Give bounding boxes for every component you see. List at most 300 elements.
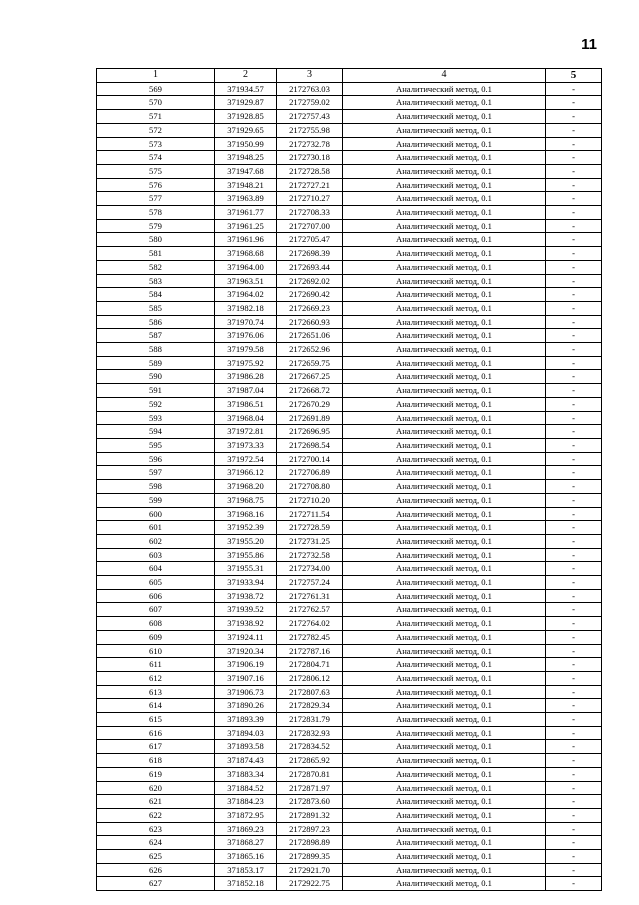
table-row bbox=[97, 644, 602, 658]
cell-point-number: 572 bbox=[97, 123, 215, 137]
table-row bbox=[97, 288, 602, 302]
cell-point-number: 596 bbox=[97, 452, 215, 466]
cell-note: - bbox=[546, 836, 602, 850]
cell-point-number: 624 bbox=[97, 836, 215, 850]
table-row bbox=[97, 713, 602, 727]
table-row bbox=[97, 630, 602, 644]
cell-y-coordinate: 2172727.21 bbox=[277, 178, 343, 192]
cell-point-number: 579 bbox=[97, 219, 215, 233]
cell-note: - bbox=[546, 397, 602, 411]
cell-x-coordinate: 371973.33 bbox=[215, 438, 277, 452]
cell-method: Аналитический метод, 0.1 bbox=[343, 370, 546, 384]
table-row bbox=[97, 863, 602, 877]
cell-point-number: 574 bbox=[97, 151, 215, 165]
cell-x-coordinate: 371865.16 bbox=[215, 850, 277, 864]
cell-x-coordinate: 371929.87 bbox=[215, 96, 277, 110]
cell-x-coordinate: 371853.17 bbox=[215, 863, 277, 877]
table-row bbox=[97, 808, 602, 822]
cell-y-coordinate: 2172834.52 bbox=[277, 740, 343, 754]
cell-x-coordinate: 371955.20 bbox=[215, 534, 277, 548]
cell-note: - bbox=[546, 438, 602, 452]
table-row bbox=[97, 822, 602, 836]
cell-note: - bbox=[546, 411, 602, 425]
table-row bbox=[97, 343, 602, 357]
cell-note: - bbox=[546, 767, 602, 781]
cell-point-number: 589 bbox=[97, 356, 215, 370]
cell-x-coordinate: 371938.72 bbox=[215, 589, 277, 603]
cell-method: Аналитический метод, 0.1 bbox=[343, 808, 546, 822]
cell-method: Аналитический метод, 0.1 bbox=[343, 137, 546, 151]
table-row bbox=[97, 740, 602, 754]
cell-method: Аналитический метод, 0.1 bbox=[343, 644, 546, 658]
cell-method: Аналитический метод, 0.1 bbox=[343, 493, 546, 507]
cell-y-coordinate: 2172782.45 bbox=[277, 630, 343, 644]
cell-method: Аналитический метод, 0.1 bbox=[343, 164, 546, 178]
cell-point-number: 593 bbox=[97, 411, 215, 425]
cell-note: - bbox=[546, 726, 602, 740]
cell-note: - bbox=[546, 713, 602, 727]
cell-y-coordinate: 2172762.57 bbox=[277, 603, 343, 617]
cell-note: - bbox=[546, 630, 602, 644]
table-row bbox=[97, 151, 602, 165]
cell-y-coordinate: 2172757.43 bbox=[277, 110, 343, 124]
cell-note: - bbox=[546, 507, 602, 521]
cell-y-coordinate: 2172659.75 bbox=[277, 356, 343, 370]
table-row bbox=[97, 274, 602, 288]
cell-note: - bbox=[546, 219, 602, 233]
cell-x-coordinate: 371979.58 bbox=[215, 343, 277, 357]
cell-point-number: 615 bbox=[97, 713, 215, 727]
cell-y-coordinate: 2172728.58 bbox=[277, 164, 343, 178]
cell-point-number: 606 bbox=[97, 589, 215, 603]
cell-method: Аналитический метод, 0.1 bbox=[343, 740, 546, 754]
cell-method: Аналитический метод, 0.1 bbox=[343, 507, 546, 521]
cell-method: Аналитический метод, 0.1 bbox=[343, 260, 546, 274]
cell-x-coordinate: 371955.86 bbox=[215, 548, 277, 562]
cell-method: Аналитический метод, 0.1 bbox=[343, 452, 546, 466]
cell-y-coordinate: 2172693.44 bbox=[277, 260, 343, 274]
cell-method: Аналитический метод, 0.1 bbox=[343, 781, 546, 795]
cell-note: - bbox=[546, 192, 602, 206]
cell-method: Аналитический метод, 0.1 bbox=[343, 576, 546, 590]
cell-point-number: 619 bbox=[97, 767, 215, 781]
cell-x-coordinate: 371964.02 bbox=[215, 288, 277, 302]
cell-note: - bbox=[546, 260, 602, 274]
cell-method: Аналитический метод, 0.1 bbox=[343, 110, 546, 124]
cell-x-coordinate: 371906.73 bbox=[215, 685, 277, 699]
cell-note: - bbox=[546, 576, 602, 590]
cell-method: Аналитический метод, 0.1 bbox=[343, 397, 546, 411]
cell-method: Аналитический метод, 0.1 bbox=[343, 178, 546, 192]
cell-method: Аналитический метод, 0.1 bbox=[343, 589, 546, 603]
cell-method: Аналитический метод, 0.1 bbox=[343, 438, 546, 452]
cell-point-number: 587 bbox=[97, 329, 215, 343]
cell-method: Аналитический метод, 0.1 bbox=[343, 713, 546, 727]
cell-note: - bbox=[546, 356, 602, 370]
cell-note: - bbox=[546, 562, 602, 576]
table-row bbox=[97, 534, 602, 548]
cell-x-coordinate: 371907.16 bbox=[215, 671, 277, 685]
cell-method: Аналитический метод, 0.1 bbox=[343, 754, 546, 768]
cell-x-coordinate: 371893.58 bbox=[215, 740, 277, 754]
cell-method: Аналитический метод, 0.1 bbox=[343, 480, 546, 494]
cell-y-coordinate: 2172922.75 bbox=[277, 877, 343, 891]
cell-point-number: 580 bbox=[97, 233, 215, 247]
cell-note: - bbox=[546, 164, 602, 178]
table-row bbox=[97, 507, 602, 521]
cell-x-coordinate: 371939.52 bbox=[215, 603, 277, 617]
cell-note: - bbox=[546, 110, 602, 124]
cell-x-coordinate: 371972.54 bbox=[215, 452, 277, 466]
cell-x-coordinate: 371987.04 bbox=[215, 384, 277, 398]
cell-method: Аналитический метод, 0.1 bbox=[343, 699, 546, 713]
cell-point-number: 616 bbox=[97, 726, 215, 740]
cell-note: - bbox=[546, 877, 602, 891]
cell-method: Аналитический метод, 0.1 bbox=[343, 877, 546, 891]
table-row bbox=[97, 671, 602, 685]
cell-x-coordinate: 371948.21 bbox=[215, 178, 277, 192]
cell-point-number: 595 bbox=[97, 438, 215, 452]
table-row bbox=[97, 96, 602, 110]
cell-note: - bbox=[546, 685, 602, 699]
table-row bbox=[97, 480, 602, 494]
cell-note: - bbox=[546, 781, 602, 795]
cell-x-coordinate: 371963.51 bbox=[215, 274, 277, 288]
cell-method: Аналитический метод, 0.1 bbox=[343, 192, 546, 206]
table-row bbox=[97, 877, 602, 891]
cell-y-coordinate: 2172921.70 bbox=[277, 863, 343, 877]
cell-point-number: 577 bbox=[97, 192, 215, 206]
column-header-3: 3 bbox=[277, 69, 343, 83]
cell-note: - bbox=[546, 425, 602, 439]
cell-point-number: 599 bbox=[97, 493, 215, 507]
table-row bbox=[97, 589, 602, 603]
cell-y-coordinate: 2172707.00 bbox=[277, 219, 343, 233]
cell-point-number: 597 bbox=[97, 466, 215, 480]
cell-x-coordinate: 371852.18 bbox=[215, 877, 277, 891]
cell-method: Аналитический метод, 0.1 bbox=[343, 603, 546, 617]
cell-note: - bbox=[546, 343, 602, 357]
cell-y-coordinate: 2172831.79 bbox=[277, 713, 343, 727]
cell-method: Аналитический метод, 0.1 bbox=[343, 425, 546, 439]
cell-point-number: 625 bbox=[97, 850, 215, 864]
cell-method: Аналитический метод, 0.1 bbox=[343, 123, 546, 137]
table-row bbox=[97, 767, 602, 781]
table-row bbox=[97, 795, 602, 809]
table-row bbox=[97, 370, 602, 384]
cell-point-number: 602 bbox=[97, 534, 215, 548]
cell-point-number: 627 bbox=[97, 877, 215, 891]
cell-note: - bbox=[546, 247, 602, 261]
cell-x-coordinate: 371947.68 bbox=[215, 164, 277, 178]
cell-x-coordinate: 371929.65 bbox=[215, 123, 277, 137]
cell-x-coordinate: 371872.95 bbox=[215, 808, 277, 822]
table-row bbox=[97, 356, 602, 370]
cell-method: Аналитический метод, 0.1 bbox=[343, 466, 546, 480]
table-header-row bbox=[97, 69, 602, 83]
cell-note: - bbox=[546, 329, 602, 343]
cell-method: Аналитический метод, 0.1 bbox=[343, 288, 546, 302]
table-row bbox=[97, 603, 602, 617]
cell-y-coordinate: 2172710.20 bbox=[277, 493, 343, 507]
cell-point-number: 626 bbox=[97, 863, 215, 877]
cell-point-number: 585 bbox=[97, 301, 215, 315]
cell-note: - bbox=[546, 384, 602, 398]
cell-y-coordinate: 2172891.32 bbox=[277, 808, 343, 822]
cell-method: Аналитический метод, 0.1 bbox=[343, 671, 546, 685]
table-row bbox=[97, 219, 602, 233]
column-header-2: 2 bbox=[215, 69, 277, 83]
cell-point-number: 594 bbox=[97, 425, 215, 439]
cell-method: Аналитический метод, 0.1 bbox=[343, 96, 546, 110]
cell-y-coordinate: 2172730.18 bbox=[277, 151, 343, 165]
cell-note: - bbox=[546, 178, 602, 192]
cell-x-coordinate: 371883.34 bbox=[215, 767, 277, 781]
cell-x-coordinate: 371986.28 bbox=[215, 370, 277, 384]
table-row bbox=[97, 836, 602, 850]
table-row bbox=[97, 110, 602, 124]
cell-point-number: 573 bbox=[97, 137, 215, 151]
table-row bbox=[97, 685, 602, 699]
cell-point-number: 600 bbox=[97, 507, 215, 521]
cell-x-coordinate: 371868.27 bbox=[215, 836, 277, 850]
cell-x-coordinate: 371982.18 bbox=[215, 301, 277, 315]
cell-x-coordinate: 371961.77 bbox=[215, 206, 277, 220]
cell-point-number: 601 bbox=[97, 521, 215, 535]
cell-method: Аналитический метод, 0.1 bbox=[343, 219, 546, 233]
cell-point-number: 611 bbox=[97, 658, 215, 672]
column-header-5: 5 bbox=[546, 69, 602, 83]
cell-note: - bbox=[546, 863, 602, 877]
cell-x-coordinate: 371933.94 bbox=[215, 576, 277, 590]
table-row bbox=[97, 438, 602, 452]
cell-note: - bbox=[546, 493, 602, 507]
cell-point-number: 581 bbox=[97, 247, 215, 261]
table-row bbox=[97, 726, 602, 740]
cell-note: - bbox=[546, 466, 602, 480]
cell-point-number: 622 bbox=[97, 808, 215, 822]
table-row bbox=[97, 123, 602, 137]
cell-method: Аналитический метод, 0.1 bbox=[343, 233, 546, 247]
cell-x-coordinate: 371975.92 bbox=[215, 356, 277, 370]
cell-note: - bbox=[546, 671, 602, 685]
table-row bbox=[97, 493, 602, 507]
cell-note: - bbox=[546, 658, 602, 672]
table-row bbox=[97, 301, 602, 315]
cell-y-coordinate: 2172764.02 bbox=[277, 617, 343, 631]
cell-point-number: 592 bbox=[97, 397, 215, 411]
cell-y-coordinate: 2172690.42 bbox=[277, 288, 343, 302]
cell-point-number: 614 bbox=[97, 699, 215, 713]
cell-method: Аналитический метод, 0.1 bbox=[343, 658, 546, 672]
cell-point-number: 590 bbox=[97, 370, 215, 384]
table-row bbox=[97, 466, 602, 480]
cell-y-coordinate: 2172711.54 bbox=[277, 507, 343, 521]
cell-note: - bbox=[546, 315, 602, 329]
cell-point-number: 569 bbox=[97, 82, 215, 96]
table-row bbox=[97, 576, 602, 590]
cell-y-coordinate: 2172705.47 bbox=[277, 233, 343, 247]
cell-point-number: 576 bbox=[97, 178, 215, 192]
cell-x-coordinate: 371890.26 bbox=[215, 699, 277, 713]
cell-method: Аналитический метод, 0.1 bbox=[343, 384, 546, 398]
cell-y-coordinate: 2172710.27 bbox=[277, 192, 343, 206]
cell-note: - bbox=[546, 274, 602, 288]
cell-note: - bbox=[546, 521, 602, 535]
table-row bbox=[97, 452, 602, 466]
cell-y-coordinate: 2172731.25 bbox=[277, 534, 343, 548]
cell-x-coordinate: 371893.39 bbox=[215, 713, 277, 727]
cell-method: Аналитический метод, 0.1 bbox=[343, 82, 546, 96]
cell-method: Аналитический метод, 0.1 bbox=[343, 630, 546, 644]
cell-note: - bbox=[546, 137, 602, 151]
table-row bbox=[97, 562, 602, 576]
cell-y-coordinate: 2172761.31 bbox=[277, 589, 343, 603]
cell-y-coordinate: 2172698.39 bbox=[277, 247, 343, 261]
cell-x-coordinate: 371961.96 bbox=[215, 233, 277, 247]
table-row bbox=[97, 329, 602, 343]
cell-point-number: 588 bbox=[97, 343, 215, 357]
table-row bbox=[97, 521, 602, 535]
cell-y-coordinate: 2172757.24 bbox=[277, 576, 343, 590]
table-row bbox=[97, 192, 602, 206]
table-row bbox=[97, 315, 602, 329]
cell-note: - bbox=[546, 740, 602, 754]
cell-note: - bbox=[546, 452, 602, 466]
table-row bbox=[97, 425, 602, 439]
cell-x-coordinate: 371884.23 bbox=[215, 795, 277, 809]
table-row bbox=[97, 411, 602, 425]
cell-point-number: 604 bbox=[97, 562, 215, 576]
table-row bbox=[97, 206, 602, 220]
table-row bbox=[97, 850, 602, 864]
cell-point-number: 591 bbox=[97, 384, 215, 398]
cell-point-number: 607 bbox=[97, 603, 215, 617]
cell-x-coordinate: 371874.43 bbox=[215, 754, 277, 768]
cell-method: Аналитический метод, 0.1 bbox=[343, 151, 546, 165]
cell-y-coordinate: 2172667.25 bbox=[277, 370, 343, 384]
cell-method: Аналитический метод, 0.1 bbox=[343, 548, 546, 562]
cell-method: Аналитический метод, 0.1 bbox=[343, 356, 546, 370]
cell-method: Аналитический метод, 0.1 bbox=[343, 836, 546, 850]
cell-note: - bbox=[546, 288, 602, 302]
cell-point-number: 571 bbox=[97, 110, 215, 124]
cell-point-number: 584 bbox=[97, 288, 215, 302]
cell-y-coordinate: 2172691.89 bbox=[277, 411, 343, 425]
cell-point-number: 618 bbox=[97, 754, 215, 768]
cell-method: Аналитический метод, 0.1 bbox=[343, 534, 546, 548]
column-header-1: 1 bbox=[97, 69, 215, 83]
cell-x-coordinate: 371964.00 bbox=[215, 260, 277, 274]
cell-x-coordinate: 371968.04 bbox=[215, 411, 277, 425]
cell-y-coordinate: 2172728.59 bbox=[277, 521, 343, 535]
cell-y-coordinate: 2172755.98 bbox=[277, 123, 343, 137]
cell-x-coordinate: 371869.23 bbox=[215, 822, 277, 836]
cell-note: - bbox=[546, 96, 602, 110]
cell-method: Аналитический метод, 0.1 bbox=[343, 863, 546, 877]
cell-y-coordinate: 2172732.58 bbox=[277, 548, 343, 562]
cell-y-coordinate: 2172759.02 bbox=[277, 96, 343, 110]
cell-y-coordinate: 2172706.89 bbox=[277, 466, 343, 480]
cell-method: Аналитический метод, 0.1 bbox=[343, 850, 546, 864]
cell-method: Аналитический метод, 0.1 bbox=[343, 329, 546, 343]
cell-x-coordinate: 371966.12 bbox=[215, 466, 277, 480]
cell-note: - bbox=[546, 754, 602, 768]
cell-note: - bbox=[546, 82, 602, 96]
cell-method: Аналитический метод, 0.1 bbox=[343, 206, 546, 220]
column-header-4: 4 bbox=[343, 69, 546, 83]
cell-y-coordinate: 2172871.97 bbox=[277, 781, 343, 795]
cell-x-coordinate: 371928.85 bbox=[215, 110, 277, 124]
cell-y-coordinate: 2172873.60 bbox=[277, 795, 343, 809]
cell-x-coordinate: 371963.89 bbox=[215, 192, 277, 206]
cell-note: - bbox=[546, 822, 602, 836]
cell-note: - bbox=[546, 301, 602, 315]
cell-y-coordinate: 2172660.93 bbox=[277, 315, 343, 329]
cell-x-coordinate: 371920.34 bbox=[215, 644, 277, 658]
cell-point-number: 586 bbox=[97, 315, 215, 329]
cell-y-coordinate: 2172692.02 bbox=[277, 274, 343, 288]
cell-method: Аналитический метод, 0.1 bbox=[343, 247, 546, 261]
cell-x-coordinate: 371938.92 bbox=[215, 617, 277, 631]
cell-method: Аналитический метод, 0.1 bbox=[343, 315, 546, 329]
cell-y-coordinate: 2172832.93 bbox=[277, 726, 343, 740]
cell-point-number: 583 bbox=[97, 274, 215, 288]
cell-method: Аналитический метод, 0.1 bbox=[343, 726, 546, 740]
cell-note: - bbox=[546, 480, 602, 494]
cell-x-coordinate: 371924.11 bbox=[215, 630, 277, 644]
cell-note: - bbox=[546, 534, 602, 548]
cell-note: - bbox=[546, 795, 602, 809]
cell-note: - bbox=[546, 206, 602, 220]
table-row bbox=[97, 658, 602, 672]
cell-y-coordinate: 2172787.16 bbox=[277, 644, 343, 658]
table-row bbox=[97, 548, 602, 562]
table-row bbox=[97, 617, 602, 631]
table-body bbox=[97, 82, 602, 890]
cell-method: Аналитический метод, 0.1 bbox=[343, 767, 546, 781]
table-row bbox=[97, 247, 602, 261]
cell-x-coordinate: 371961.25 bbox=[215, 219, 277, 233]
cell-y-coordinate: 2172700.14 bbox=[277, 452, 343, 466]
cell-x-coordinate: 371976.06 bbox=[215, 329, 277, 343]
cell-point-number: 603 bbox=[97, 548, 215, 562]
page-number: 11 bbox=[581, 36, 597, 53]
cell-method: Аналитический метод, 0.1 bbox=[343, 274, 546, 288]
cell-x-coordinate: 371968.68 bbox=[215, 247, 277, 261]
table-row bbox=[97, 233, 602, 247]
table-row bbox=[97, 384, 602, 398]
cell-y-coordinate: 2172865.92 bbox=[277, 754, 343, 768]
cell-point-number: 613 bbox=[97, 685, 215, 699]
table-row bbox=[97, 260, 602, 274]
table-row bbox=[97, 178, 602, 192]
cell-point-number: 575 bbox=[97, 164, 215, 178]
cell-y-coordinate: 2172763.03 bbox=[277, 82, 343, 96]
cell-x-coordinate: 371894.03 bbox=[215, 726, 277, 740]
cell-point-number: 608 bbox=[97, 617, 215, 631]
cell-note: - bbox=[546, 548, 602, 562]
cell-y-coordinate: 2172898.89 bbox=[277, 836, 343, 850]
cell-point-number: 605 bbox=[97, 576, 215, 590]
cell-y-coordinate: 2172734.00 bbox=[277, 562, 343, 576]
cell-y-coordinate: 2172899.35 bbox=[277, 850, 343, 864]
cell-note: - bbox=[546, 603, 602, 617]
cell-point-number: 598 bbox=[97, 480, 215, 494]
cell-y-coordinate: 2172652.96 bbox=[277, 343, 343, 357]
cell-y-coordinate: 2172829.34 bbox=[277, 699, 343, 713]
table-row bbox=[97, 699, 602, 713]
